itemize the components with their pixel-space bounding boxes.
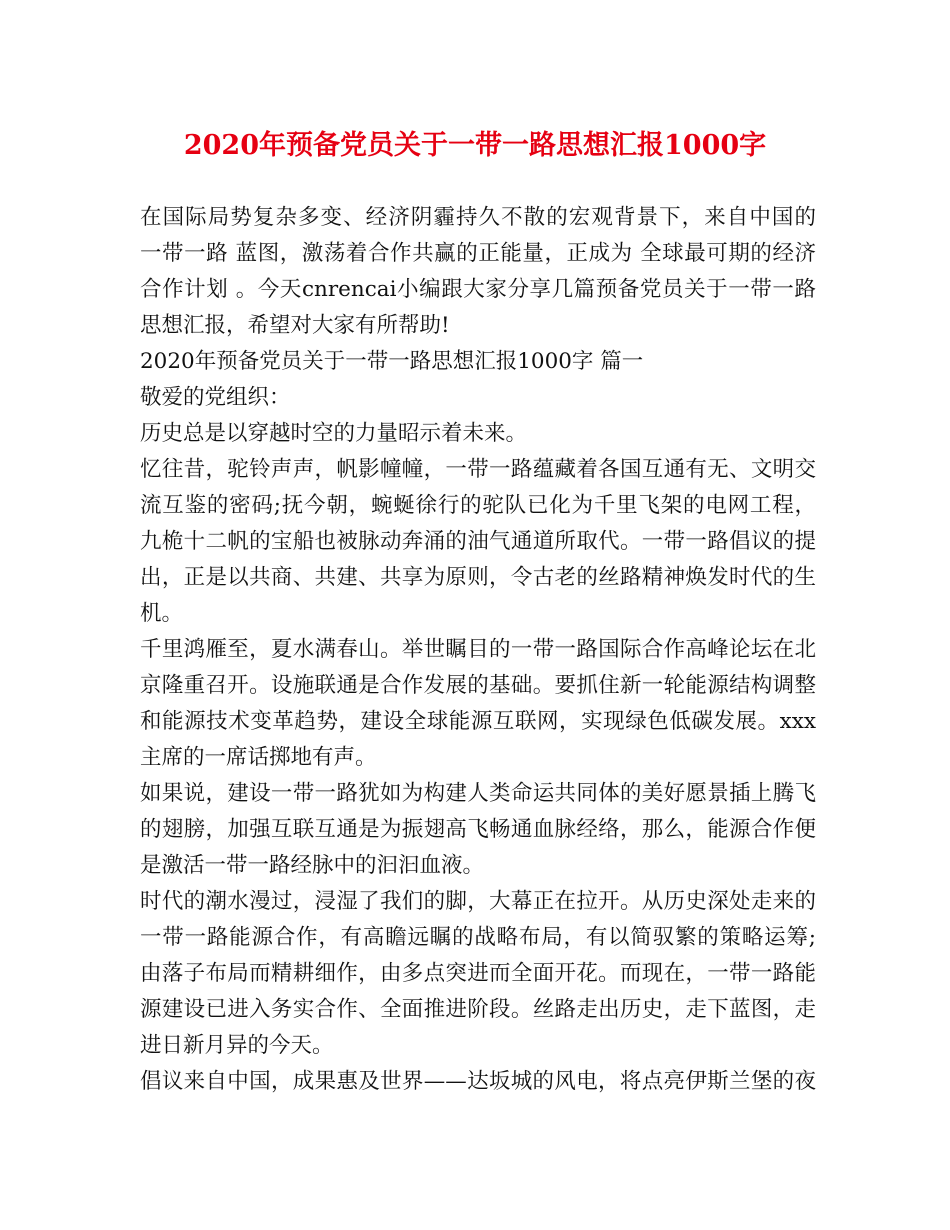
body-text-line: 敬爱的党组织： xyxy=(140,385,291,410)
body-text-line: 是激活一带一路经脉中的汩汩血液。 xyxy=(140,853,485,878)
body-text-line: 流互鉴的密码;抚今朝，蜿蜒徐行的驼队已化为千里飞架的电网工程， xyxy=(140,493,816,518)
body-text-line: 和能源技术变革趋势，建设全球能源互联网，实现绿色低碳发展。xxx xyxy=(140,709,816,734)
body-text-line: 源建设已进入务实合作、全面推进阶段。丝路走出历史，走下蓝图，走 xyxy=(140,997,816,1022)
body-text-line: 在国际局势复杂多变、经济阴霾持久不散的宏观背景下，来自中国的 xyxy=(140,205,816,230)
body-text-line: 由落子布局而精耕细作，由多点突进而全面开花。而现在，一带一路能 xyxy=(140,961,816,986)
body-text-line: 忆往昔，驼铃声声，帆影幢幢，一带一路蕴藏着各国互通有无、文明交 xyxy=(140,457,816,482)
body-text-line: 主席的一席话掷地有声。 xyxy=(140,745,377,770)
body-text-line: 的翅膀，加强互联互通是为振翅高飞畅通血脉经络，那么，能源合作便 xyxy=(140,817,816,842)
body-text-line: 京隆重召开。设施联通是合作发展的基础。要抓住新一轮能源结构调整 xyxy=(140,673,816,698)
body-text-line: 一带一路 蓝图，激荡着合作共赢的正能量，正成为 全球最可期的经济 xyxy=(140,241,816,266)
body-text-line: 2020年预备党员关于一带一路思想汇报1000字 篇一 xyxy=(140,349,644,374)
body-text-line: 出，正是以共商、共建、共享为原则，令古老的丝路精神焕发时代的生 xyxy=(140,565,816,590)
body-text-line: 机。 xyxy=(140,601,184,626)
body-text-line: 合作计划 。今天cnrencai小编跟大家分享几篇预备党员关于一带一路 xyxy=(140,277,816,302)
body-text-line: 如果说，建设一带一路犹如为构建人类命运共同体的美好愿景插上腾飞 xyxy=(140,781,816,806)
document-body xyxy=(140,200,816,1100)
body-text-line: 思想汇报，希望对大家有所帮助! xyxy=(140,313,450,338)
body-text-line: 千里鸿雁至，夏水满春山。举世瞩目的一带一路国际合作高峰论坛在北 xyxy=(140,637,816,662)
document-title: 2020年预备党员关于一带一路思想汇报1000字 xyxy=(183,130,767,161)
body-text-line: 倡议来自中国，成果惠及世界——达坂城的风电，将点亮伊斯兰堡的夜 xyxy=(140,1069,816,1094)
body-text-line: 一带一路能源合作，有高瞻远瞩的战略布局，有以简驭繁的策略运筹; xyxy=(140,925,816,950)
body-text-line: 九桅十二帆的宝船也被脉动奔涌的油气通道所取代。一带一路倡议的提 xyxy=(140,529,816,554)
body-text-line: 历史总是以穿越时空的力量昭示着未来。 xyxy=(140,421,528,446)
body-text-line: 进日新月异的今天。 xyxy=(140,1033,334,1058)
body-text-line: 时代的潮水漫过，浸湿了我们的脚，大幕正在拉开。从历史深处走来的 xyxy=(140,889,816,914)
